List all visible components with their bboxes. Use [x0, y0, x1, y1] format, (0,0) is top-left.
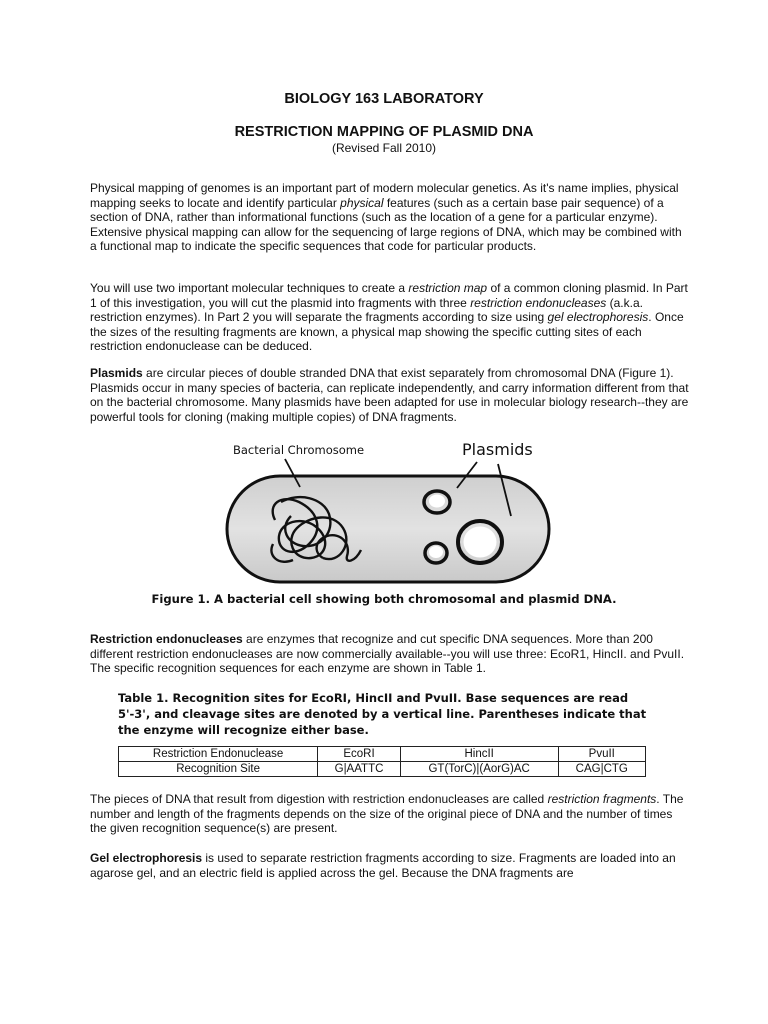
table-cell: PvuII [558, 747, 645, 762]
table-cell: Recognition Site [119, 762, 318, 777]
recognition-sites-table [118, 746, 646, 777]
document-title: RESTRICTION MAPPING OF PLASMID DNA [234, 124, 534, 140]
table-row [119, 747, 646, 762]
figure-caption: Figure 1. A bacterial cell showing both chromosomal and plasmid DNA. [151, 592, 617, 606]
table-caption: Table 1. Recognition sites for EcoRI, HincII and PvuII. Base sequences are read 5'-3', and cleavage sites are denoted by a vertical line. Parentheses indicate that the enzyme will recognize either base. [118, 691, 647, 737]
table-cell: HincII [400, 747, 558, 762]
table-cell: G|AATTC [318, 762, 401, 777]
intro-paragraph: Physical mapping of genomes is an important part of modern molecular genetics. As it's name implies, physical mapping seeks to locate and identify particular physical features (such as a certain base pair sequence) of a section of DNA, rather than informational functions (such as the location of a gene for a particular enzyme). Extensive physical mapping can allow for the sequencing of large regions of DNA, which may be combined with a functional map to indicate the specific sequences that code for particular products. [90, 181, 682, 254]
plasmids-paragraph: Plasmids are circular pieces of double stranded DNA that exist separately from chromosomal DNA (Figure 1). Plasmids occur in many species of bacteria, can replicate independently, and carry information different from that on the bacterial chromosome. Many plasmids have been adapted for use in molecular biology research--they are powerful tools for cloning (making multiple copies) of DNA fragments. [90, 366, 689, 424]
gel-electrophoresis-paragraph: Gel electrophoresis is used to separate restriction fragments according to size. Fragments are loaded into an agarose gel, and an electric field is applied across the gel. Because the DNA fragments are [90, 851, 676, 880]
bacterial-cell-figure [215, 432, 555, 592]
table-row [119, 762, 646, 777]
table-cell: CAG|CTG [558, 762, 645, 777]
bacterial-chromosome-label: Bacterial Chromosome [233, 443, 365, 457]
revision-note: (Revised Fall 2010) [331, 141, 437, 155]
table-cell: Restriction Endonuclease [119, 747, 318, 762]
table-cell: GT(TorC)|(AorG)AC [400, 762, 558, 777]
cell-membrane [227, 476, 549, 582]
plasmids-label: Plasmids [462, 440, 533, 459]
techniques-paragraph: You will use two important molecular techniques to create a restriction map of a common cloning plasmid. In Part 1 of this investigation, you will cut the plasmid into fragments with three restriction endonucleases (a.k.a. restriction enzymes). In Part 2 you will separate the fragments according to size using gel electrophoresis. Once the sizes of the resulting fragments are known, a physical map showing the specific cutting sites of each restriction endonuclease can be deduced. [90, 281, 688, 354]
restriction-endonucleases-paragraph: Restriction endonucleases are enzymes that recognize and cut specific DNA sequences. More than 200 different restriction endonucleases are now commercially available--you will use three: EcoR1, HincII. and PvuII. The specific recognition sequences for each enzyme are shown in Table 1. [90, 632, 685, 676]
table-cell: EcoRI [318, 747, 401, 762]
course-title: BIOLOGY 163 LABORATORY [284, 91, 484, 107]
restriction-fragments-paragraph: The pieces of DNA that result from digestion with restriction endonucleases are called restriction fragments. The number and length of the fragments depends on the size of the original piece of DNA and the number of times the given recognition sequence(s) are present. [90, 792, 684, 836]
